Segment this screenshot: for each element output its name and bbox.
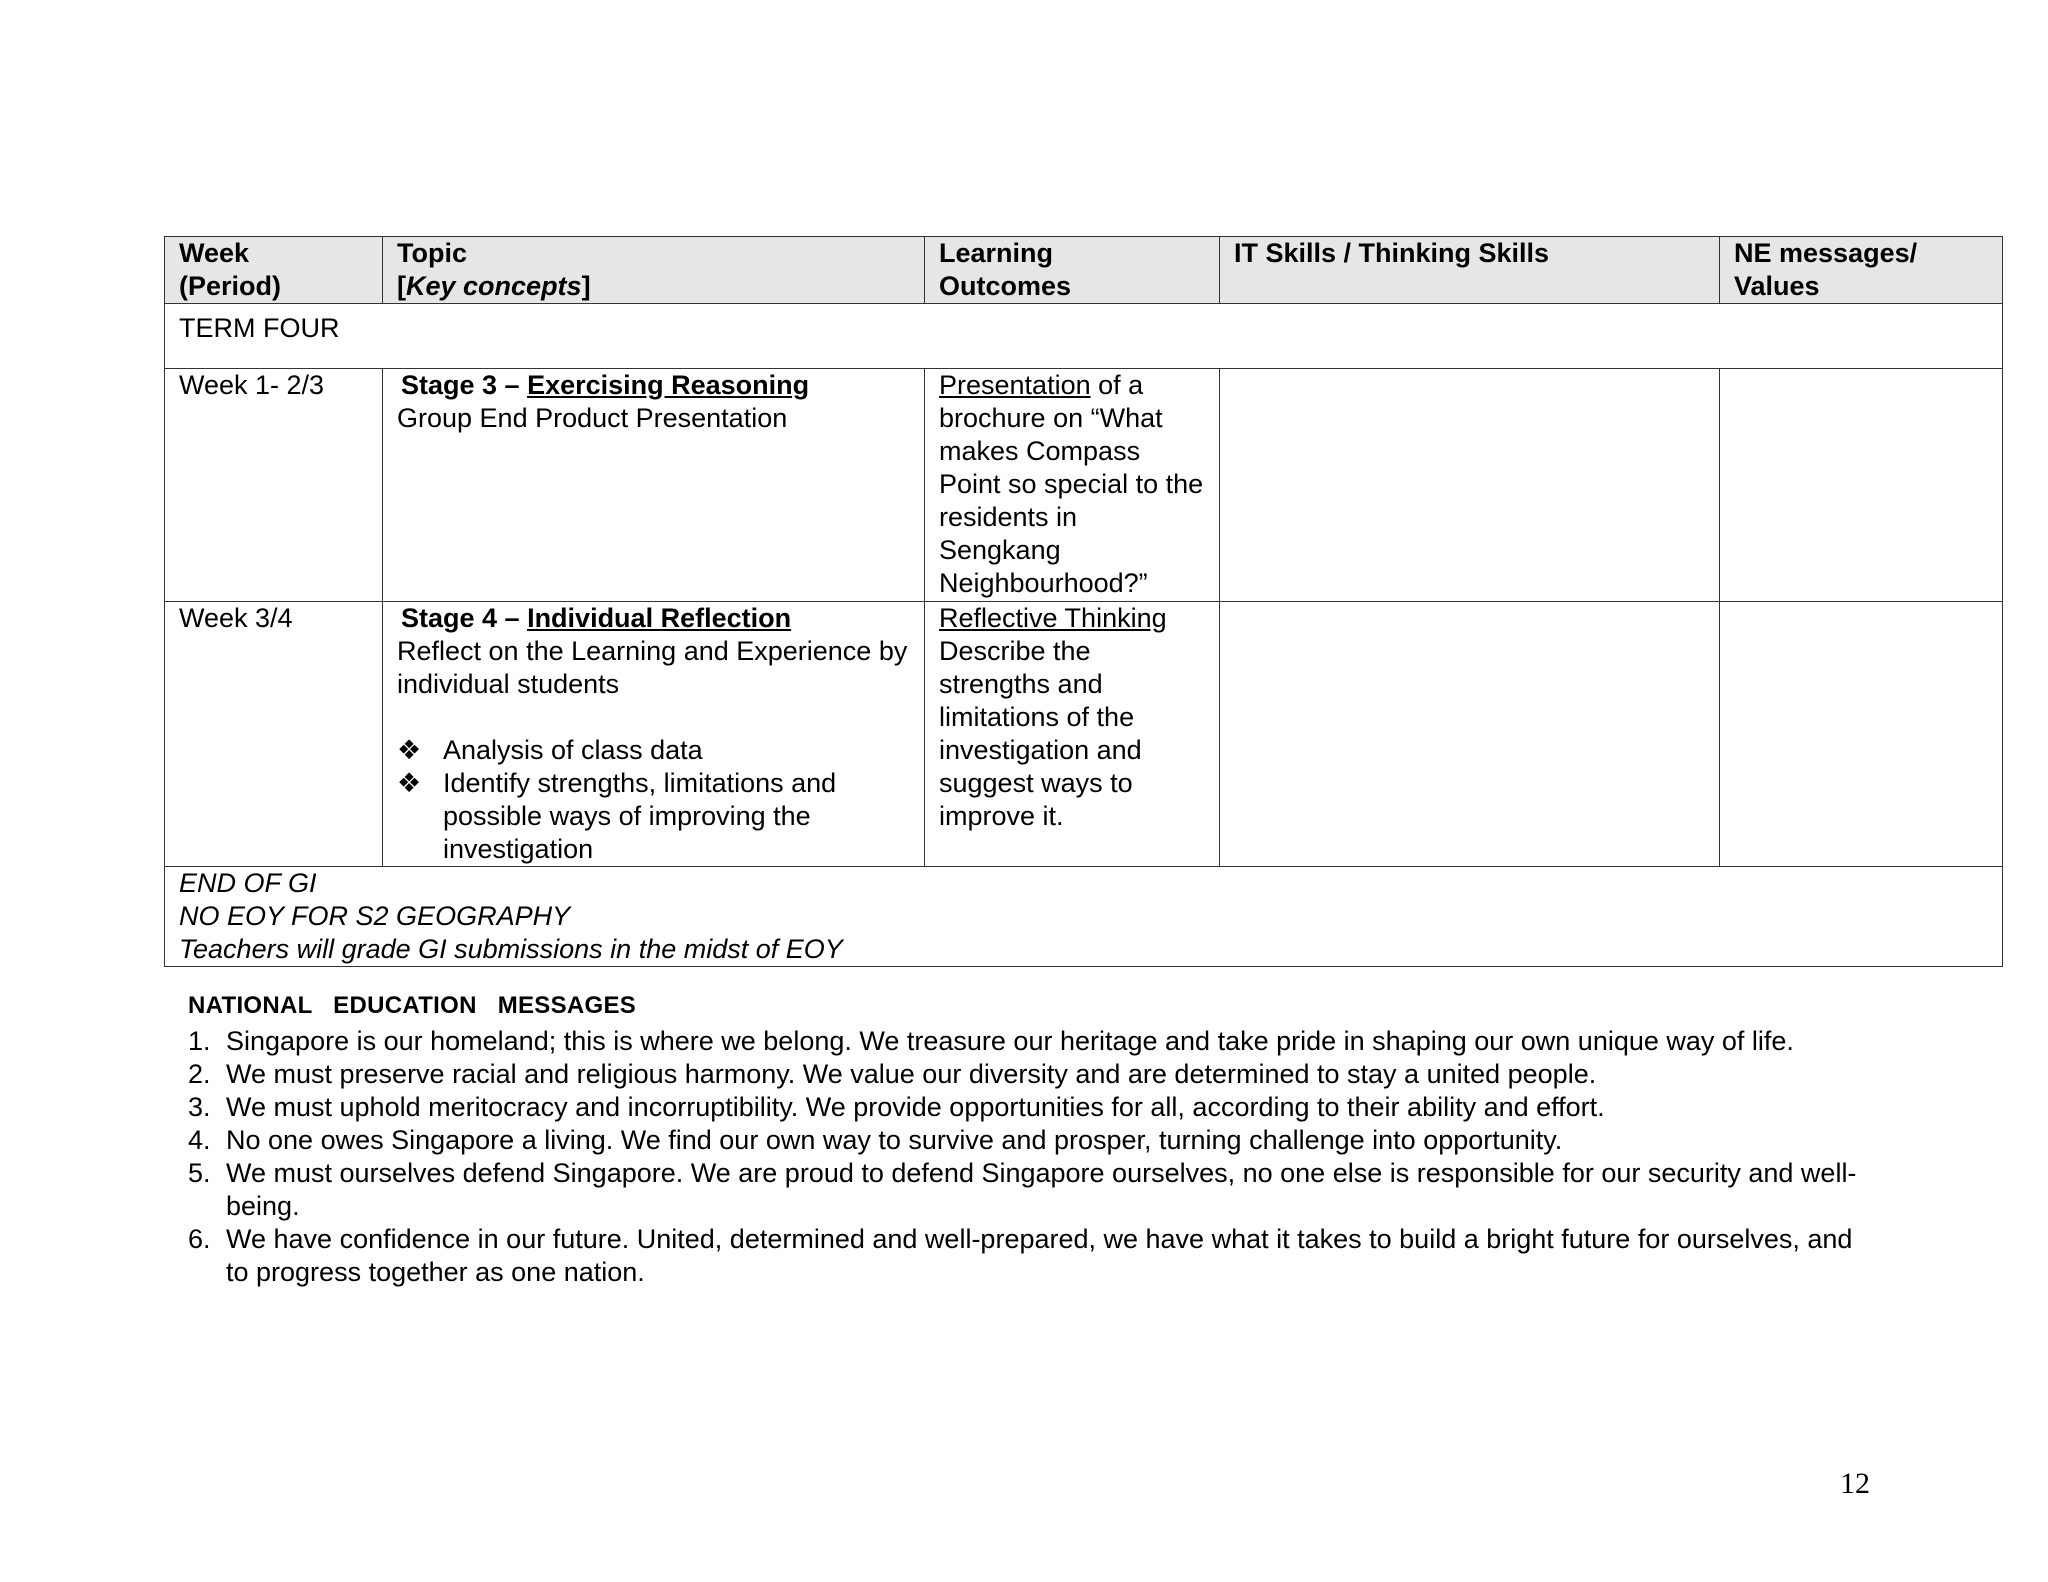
term-label: TERM FOUR xyxy=(165,304,2003,369)
stage-heading xyxy=(397,602,910,635)
item-number: 2. xyxy=(188,1059,211,1089)
item-number: 5. xyxy=(188,1158,211,1188)
table-row xyxy=(165,602,2003,867)
topic-text: Group End Product Presentation xyxy=(397,403,788,433)
topic-text: Reflect on the Learning and Experience by individual students xyxy=(397,636,908,699)
stage-prefix: Stage 4 – xyxy=(401,603,528,633)
bullet-text: Identify strengths, limitations and possible ways of improving the investigation xyxy=(443,768,837,864)
header-week-line1: Week xyxy=(179,238,250,268)
table-header-row xyxy=(165,237,2003,304)
skills-cell xyxy=(1220,602,1720,867)
item-text: We have confidence in our future. United, determined and well-prepared, we have what it takes to build a bright future for ourselves, and to progress together as one nation. xyxy=(226,1224,1853,1287)
ne-message-item xyxy=(188,1025,1868,1058)
header-outcomes-line1: Learning xyxy=(939,238,1054,268)
table-row xyxy=(165,369,2003,602)
header-week-line2: (Period) xyxy=(179,271,282,301)
outcome-underlined: Reflective Thinking xyxy=(939,603,1167,633)
outcome-text: of a brochure on “What makes Compass Point so special to the residents in Sengkang Neighbourhood?” xyxy=(939,370,1204,598)
outcome-text: Describe the strengths and limitations of the investigation and suggest ways to improve it. xyxy=(939,636,1142,831)
header-skills: IT Skills / Thinking Skills xyxy=(1220,237,1720,304)
ne-heading: NATIONAL EDUCATION MESSAGES xyxy=(188,992,637,1019)
stage-title: Individual Reflection xyxy=(527,603,792,633)
ne-message-item xyxy=(188,1157,1868,1223)
ne-message-item xyxy=(188,1223,1868,1289)
item-text: Singapore is our homeland; this is where we belong. We treasure our heritage and take pride in shaping our own unique way of life. xyxy=(226,1026,1794,1056)
header-topic-line1: Topic xyxy=(397,238,467,268)
header-learning-outcomes xyxy=(925,237,1220,304)
diamond-bullet-icon: ❖ xyxy=(397,735,422,765)
end-note-line: END OF GI xyxy=(179,868,317,898)
item-number: 6. xyxy=(188,1224,211,1254)
list-item xyxy=(397,767,910,866)
item-text: We must uphold meritocracy and incorruptibility. We provide opportunities for all, according to their ability and effort. xyxy=(226,1092,1605,1122)
header-outcomes-line2: Outcomes xyxy=(939,271,1072,301)
ne-message-item xyxy=(188,1091,1868,1124)
header-ne-messages xyxy=(1720,237,2003,304)
end-note-line: NO EOY FOR S2 GEOGRAPHY xyxy=(179,901,571,931)
end-note-line: Teachers will grade GI submissions in the midst of EOY xyxy=(179,934,843,964)
item-number: 1. xyxy=(188,1026,211,1056)
header-ne-line1: NE messages/ xyxy=(1734,238,1918,268)
bracket-close: ] xyxy=(581,271,591,301)
stage-prefix: Stage 3 – xyxy=(401,370,528,400)
header-week xyxy=(165,237,383,304)
header-topic-line2 xyxy=(397,270,910,303)
week-cell: Week 1- 2/3 xyxy=(165,369,383,602)
ne-message-list xyxy=(188,1025,1868,1289)
bracket-open: [ xyxy=(397,271,406,301)
topic-cell xyxy=(383,602,925,867)
item-number: 4. xyxy=(188,1125,211,1155)
topic-cell xyxy=(383,369,925,602)
item-text: We must ourselves defend Singapore. We are proud to defend Singapore ourselves, no one else is responsible for our security and well-being. xyxy=(226,1158,1857,1221)
list-item xyxy=(397,734,910,767)
item-number: 3. xyxy=(188,1092,211,1122)
stage-title: Exercising Reasoning xyxy=(527,370,810,400)
bullet-text: Analysis of class data xyxy=(443,735,703,765)
scheme-of-work-table xyxy=(164,236,2003,967)
outcome-cell xyxy=(925,369,1220,602)
item-text: We must preserve racial and religious harmony. We value our diversity and are determined to stay a united people. xyxy=(226,1059,1597,1089)
ne-message-item xyxy=(188,1124,1868,1157)
end-notes-cell xyxy=(165,867,2003,967)
outcome-underlined: Presentation xyxy=(939,370,1091,400)
national-education-messages xyxy=(188,989,1868,1289)
ne-message-item xyxy=(188,1058,1868,1091)
header-ne-line2: Values xyxy=(1734,271,1820,301)
bullet-list xyxy=(397,734,910,866)
item-text: No one owes Singapore a living. We find our own way to survive and prosper, turning challenge into opportunity. xyxy=(226,1125,1563,1155)
term-row xyxy=(165,304,2003,369)
skills-cell xyxy=(1220,369,1720,602)
header-topic xyxy=(383,237,925,304)
stage-heading xyxy=(397,369,910,402)
ne-cell xyxy=(1720,369,2003,602)
outcome-cell xyxy=(925,602,1220,867)
week-cell: Week 3/4 xyxy=(165,602,383,867)
key-concepts-label: Key concepts xyxy=(406,271,582,301)
ne-cell xyxy=(1720,602,2003,867)
page-number: 12 xyxy=(1840,1467,1870,1500)
diamond-bullet-icon: ❖ xyxy=(397,768,422,798)
end-notes-row xyxy=(165,867,2003,967)
